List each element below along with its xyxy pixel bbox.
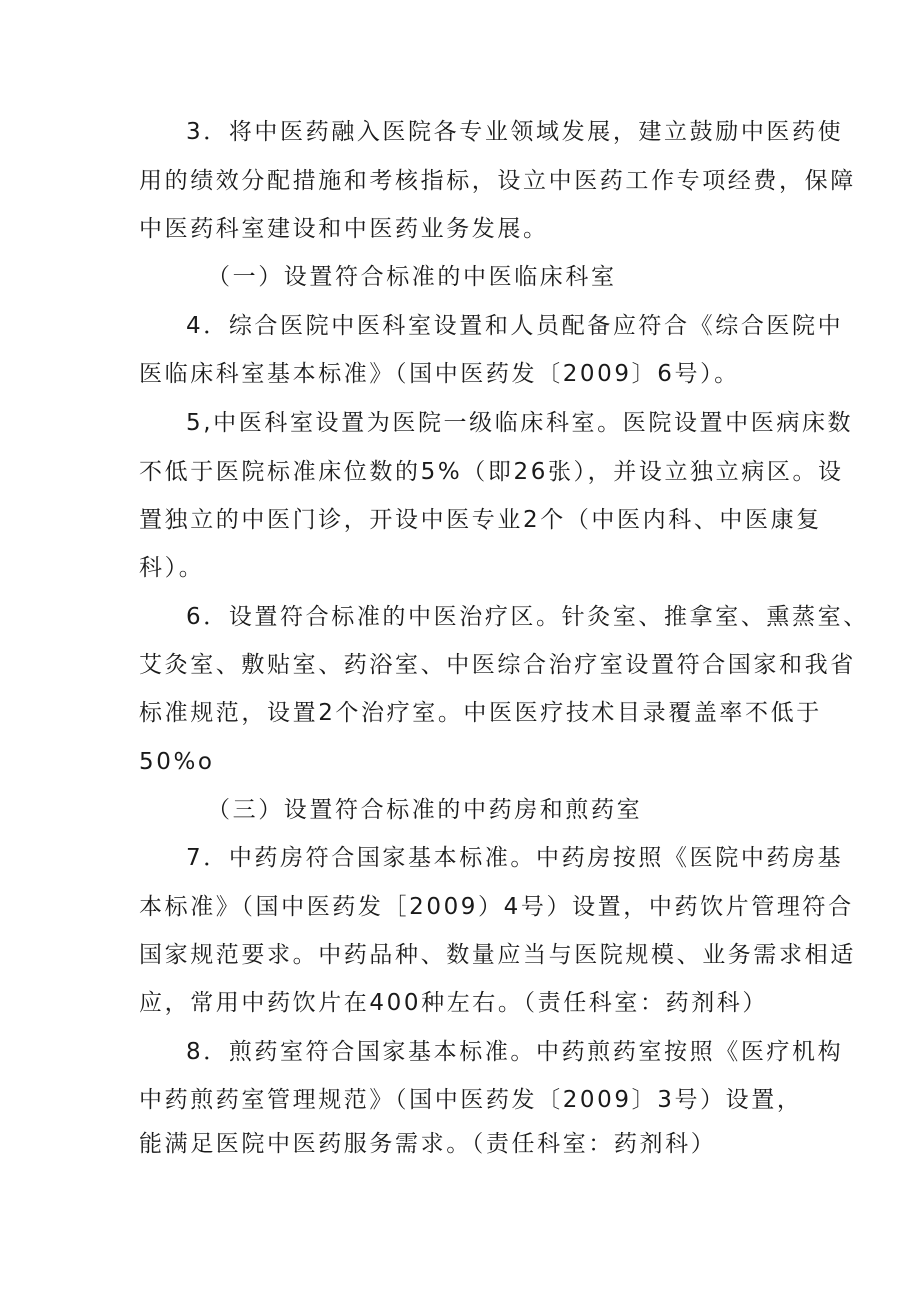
paragraph-6-line-2: 艾灸室、敷贴室、药浴室、中医综合治疗室设置符合国家和我省 bbox=[139, 652, 856, 678]
paragraph-8-line-1: 8．煎药室符合国家基本标准。中药煎药室按照《医疗机构 bbox=[186, 1039, 844, 1065]
paragraph-3-line-1: 3．将中医药融入医院各专业领域发展，建立鼓励中医药使 bbox=[186, 119, 844, 145]
paragraph-5-line-3: 置独立的中医门诊，开设中医专业2个（中医内科、中医康复 bbox=[139, 507, 822, 533]
paragraph-5-line-4: 科）。 bbox=[139, 555, 205, 581]
paragraph-6-line-1: 6．设置符合标准的中医治疗区。针灸室、推拿室、熏蒸室、 bbox=[186, 604, 869, 630]
paragraph-5-line-1: 5,中医科室设置为医院一级临床科室。医院设置中医病床数 bbox=[186, 410, 854, 436]
paragraph-4-line-1: 4．综合医院中医科室设置和人员配备应符合《综合医院中 bbox=[186, 313, 844, 339]
paragraph-5-line-2: 不低于医院标准床位数的5%（即26张），并设立独立病区。设 bbox=[139, 459, 844, 485]
paragraph-6-line-4: 50%o bbox=[139, 749, 215, 775]
paragraph-8-line-2: 中药煎药室管理规范》（国中医药发〔2009〕3号）设置， bbox=[139, 1087, 803, 1113]
paragraph-7-line-1: 7．中药房符合国家基本标准。中药房按照《医院中药房基 bbox=[186, 845, 844, 871]
paragraph-7-line-2: 本标准》（国中医药发［2009）4号）设置，中药饮片管理符合 bbox=[139, 894, 854, 920]
section-heading-3: （三）设置符合标准的中药房和煎药室 bbox=[207, 797, 643, 823]
paragraph-4-line-2: 医临床科室基本标准》（国中医药发〔2009〕6号）。 bbox=[139, 361, 740, 387]
paragraph-8-line-3: 能满足医院中医药服务需求。（责任科室：药剂科） bbox=[139, 1131, 717, 1157]
paragraph-7-line-4: 应，常用中药饮片在400种左右。（责任科室：药剂科） bbox=[139, 990, 768, 1016]
paragraph-7-line-3: 国家规范要求。中药品种、数量应当与医院规模、业务需求相适 bbox=[139, 942, 856, 968]
section-heading-1: （一）设置符合标准的中医临床科室 bbox=[207, 264, 617, 290]
paragraph-3-line-2: 用的绩效分配措施和考核指标，设立中医药工作专项经费，保障 bbox=[139, 168, 856, 194]
paragraph-6-line-3: 标准规范，设置2个治疗室。中医医疗技术目录覆盖率不低于 bbox=[139, 700, 822, 726]
paragraph-3-line-3: 中医药科室建设和中医药业务发展。 bbox=[139, 216, 549, 242]
